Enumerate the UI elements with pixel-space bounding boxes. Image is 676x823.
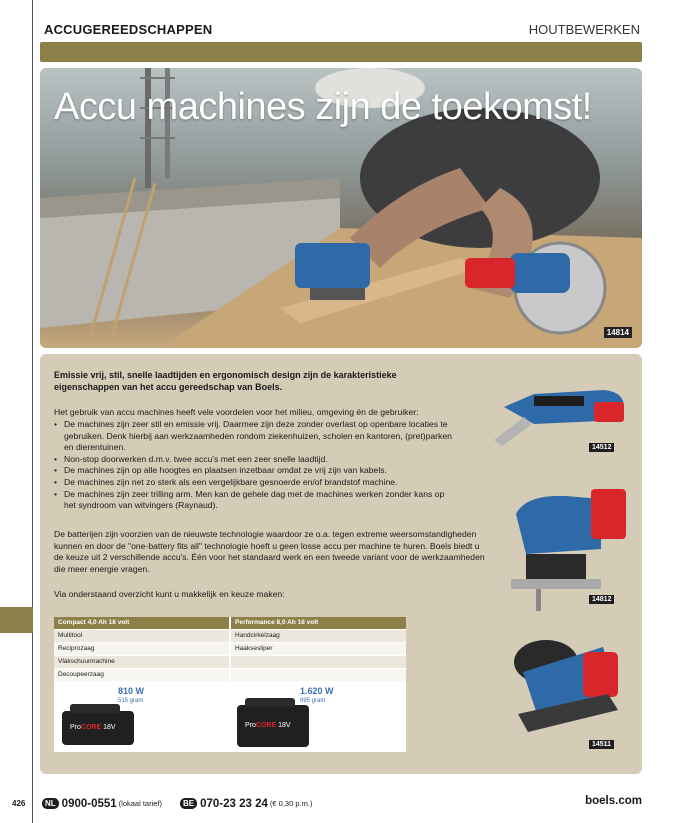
battery-compact-weight: 515 gram	[118, 698, 144, 704]
battery-paragraph: De batterijen zijn voorzien van de nieuwste technologie waardoor ze o.a. tegen extreme weersomstandigheden kunnen en door de "one-battery fits all" technologie hoeft u geen losse accu per machine te huren. Boels biedt u de keuze uit 2 verschillende accu's. Één voor het standaard werk en een tweede variant voor de werkzaamheden die meer energie vragen.	[54, 529, 485, 574]
be-phone-note: (€ 0,30 p.m.)	[269, 799, 313, 809]
battery-label-volt: 18V	[103, 724, 116, 731]
be-flag-badge: BE	[180, 798, 197, 809]
battery-performance-image	[237, 705, 309, 747]
footer-nl-contact	[42, 795, 162, 813]
list-item: • Non-stop doorwerken d.m.v. twee accu's met een zeer snelle laadtijd.	[54, 454, 454, 466]
list-item: • De machines zijn zeer stil en emissie vrij. Daarmee zijn deze zonder overlast op openbare locaties te gebruiken. Denk hierbij aan werkzaamheden rondom ziekenhuizen, scholen en kantoren, (pret)parken en dierentuinen.	[54, 419, 454, 454]
battery-label-core: CORE	[80, 724, 102, 731]
battery-label-volt: 18V	[278, 722, 291, 729]
product-multitool-image	[494, 372, 629, 452]
list-item: • De machines zijn net zo sterk als een vergelijkbare gesnoerde en/of brandstof machine.	[54, 477, 454, 489]
side-tab-marker	[0, 607, 33, 633]
hero-product-code: 14814	[604, 327, 632, 338]
overview-paragraph: Via onderstaand overzicht kunt u makkelijk en keuze maken:	[54, 589, 285, 599]
hero-photo	[40, 68, 642, 348]
battery-compact-watt: 810 W	[118, 686, 145, 696]
list-item: • De machines zijn zeer trilling arm. Men kan de gehele dag met de machines werken zonder kans op het syndroom van witvingers (Raynaud).	[54, 489, 454, 512]
margin-rule	[32, 0, 33, 823]
table-cell	[231, 669, 406, 681]
page-number: 426	[12, 799, 26, 808]
product-code: 14511	[589, 740, 614, 749]
table-cell	[231, 656, 406, 668]
header-bar	[40, 42, 642, 62]
battery-performance-weight: 995 gram	[300, 698, 326, 704]
product-code: 14812	[589, 595, 614, 604]
battery-compact-image	[62, 711, 134, 745]
list-item: • De machines zijn op alle hoogtes en plaatsen inzetbaar omdat ze vrij zijn van kabels.	[54, 465, 454, 477]
table-cell: Handcirkelzaag	[231, 630, 406, 642]
benefits-list	[54, 419, 454, 512]
benefits-lead: Het gebruik van accu machines heeft vele voordelen voor het milieu, omgeving én de gebruiker:	[54, 407, 419, 417]
product-sander-image	[508, 632, 623, 744]
product-code: 14512	[589, 443, 614, 452]
battery-label-pro: Pro	[70, 724, 81, 731]
nl-flag-badge: NL	[42, 798, 59, 809]
nl-phone-note: (lokaal tarief)	[118, 799, 163, 809]
table-header-compact: Compact 4,0 Ah 18 volt	[54, 617, 229, 629]
battery-label-pro: Pro	[245, 722, 256, 729]
be-phone: 070-23 23 24	[200, 797, 268, 810]
website-link[interactable]: boels.com	[585, 795, 642, 807]
footer-be-contact	[180, 795, 312, 813]
section-title: ACCUGEREEDSCHAPPEN	[44, 22, 213, 37]
hero-title: Accu machines zijn de toekomst!	[54, 86, 592, 128]
battery-performance-watt: 1.620 W	[300, 686, 334, 696]
table-cell: Reciprozaag	[54, 643, 229, 655]
table-cell: Decoupeerzaag	[54, 669, 229, 681]
category-title: HOUTBEWERKEN	[528, 22, 640, 37]
table-cell: Haaksesliper	[231, 643, 406, 655]
table-cell: Vlakschuurmachine	[54, 656, 229, 668]
battery-comparison-table	[54, 617, 406, 752]
table-header-performance: Performance 8,0 Ah 18 volt	[231, 617, 406, 629]
battery-label-core: CORE	[255, 722, 277, 729]
intro-text: Emissie vrij, stil, snelle laadtijden en ergonomisch design zijn de karakteristieke eigenschappen van het accu gereedschap van Boels.	[54, 370, 397, 392]
table-cell: Multitool	[54, 630, 229, 642]
nl-phone: 0900-0551	[61, 797, 117, 810]
